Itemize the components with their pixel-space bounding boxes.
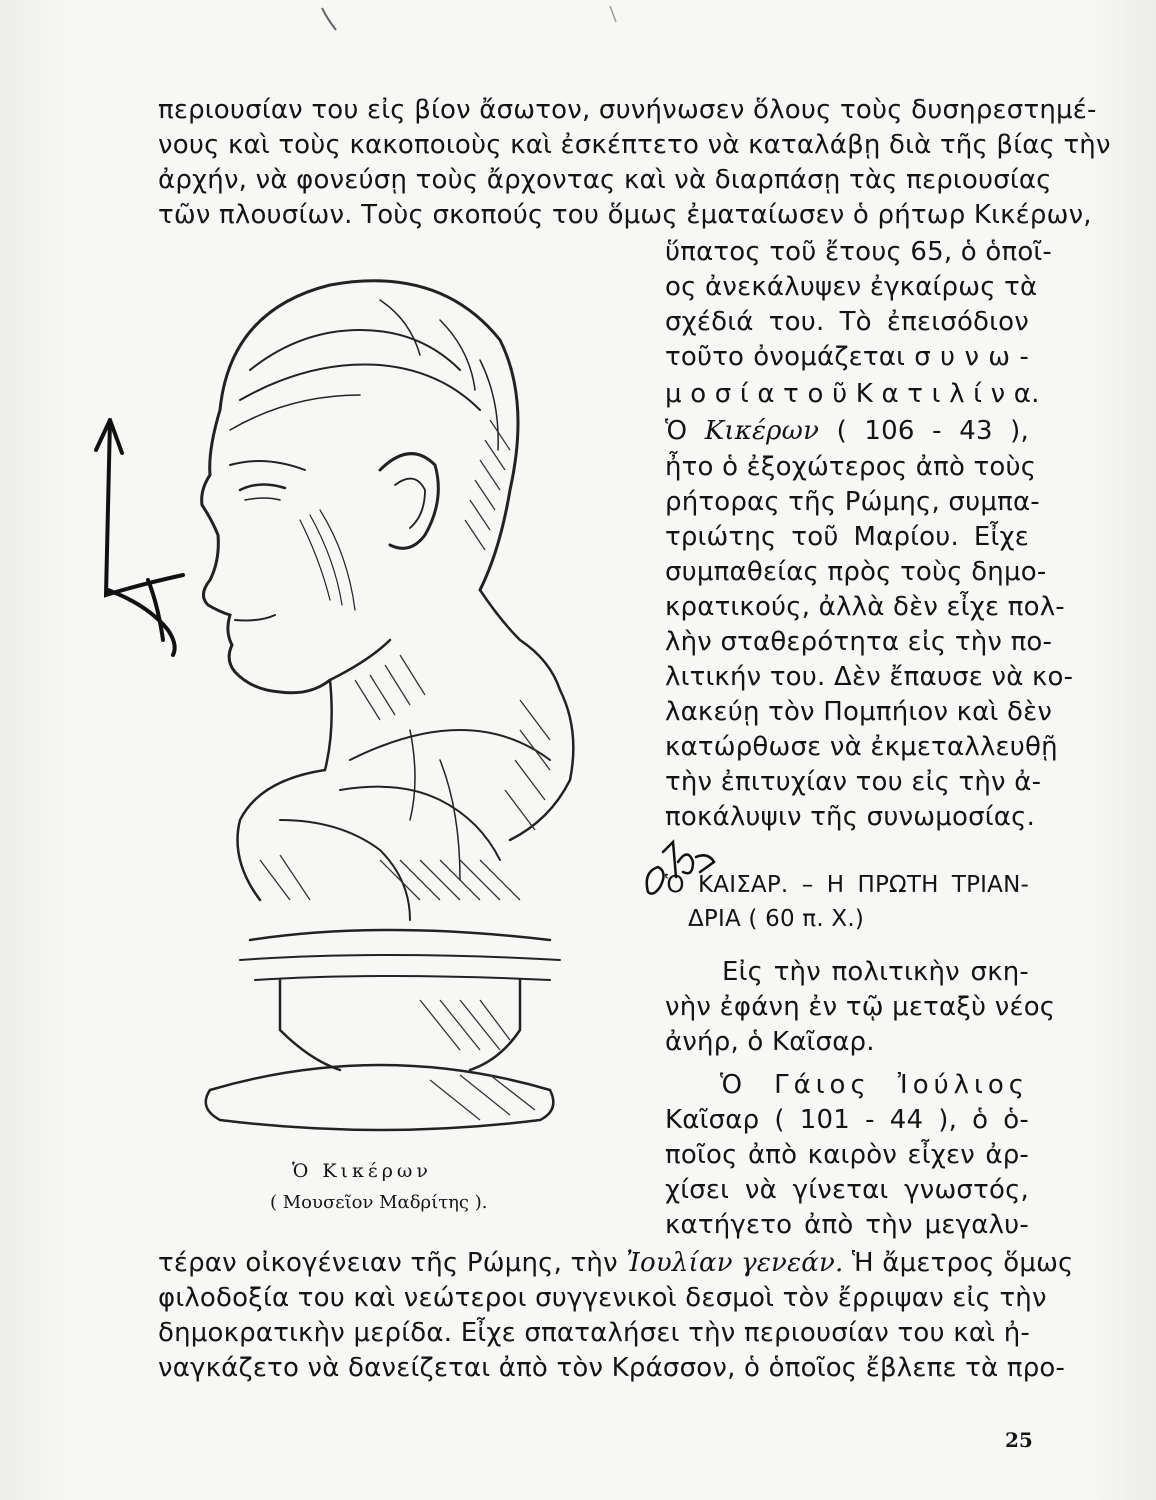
text-line: λακεύῃ τὸν Πομπήιον καὶ δὲν bbox=[665, 697, 1053, 727]
text-line: τῶν πλουσίων. Τοὺς σκοπούς του ὅμως ἐματαίωσεν ὁ ρήτωρ Κικέρων, bbox=[158, 200, 1092, 230]
text-line: ἀνήρ, ὁ Καῖσαρ. bbox=[665, 1027, 875, 1057]
text-line: ναγκάζετο νὰ δανείζεται ἀπὸ τὸν Κράσσον, ὁ ὁποῖος ἔβλεπε τὰ προ- bbox=[158, 1353, 1066, 1383]
text-line: κατήγετο ἀπὸ τὴν μεγαλυ- bbox=[665, 1210, 1029, 1240]
text-line: ὕπατος τοῦ ἔτους 65, ὁ ὁποῖ- bbox=[665, 237, 1053, 267]
text-line: ποῖος ἀπὸ καιρὸν εἶχεν ἀρ- bbox=[665, 1140, 1029, 1170]
text-line: ος ἀνεκάλυψεν ἐγκαίρως τὰ bbox=[665, 272, 1038, 302]
text-line: ποκάλυψιν τῆς συνωμοσίας. bbox=[665, 802, 1036, 832]
kikeron-dates: ( 106 - 43 ), bbox=[836, 416, 1029, 446]
text-line: συμπαθείας πρὸς τοὺς δημο- bbox=[665, 557, 1047, 587]
text-line: τριώτης τοῦ Μαρίου. Εἶχε bbox=[665, 522, 1029, 552]
text-line: σχέδιά του. Τὸ ἐπεισόδιον bbox=[665, 307, 1029, 337]
figure-caption-source: ( Μουσεῖον Μαδρίτης ). bbox=[270, 1192, 488, 1213]
page-number: 25 bbox=[1005, 1428, 1033, 1452]
text-fragment: Ἡ ἄμετρος ὅμως bbox=[851, 1248, 1074, 1278]
text-line: Καῖσαρ ( 101 - 44 ), ὁ ὁ- bbox=[665, 1105, 1029, 1135]
text-line: κρατικούς, ἀλλὰ δὲν εἶχε πολ- bbox=[665, 592, 1065, 622]
text-line: φιλοδοξία του καὶ νεώτεροι συγγενικοὶ δεσμοὶ τὸν ἔρριψαν εἰς τὴν bbox=[158, 1283, 1047, 1313]
figure-caption-name: Ὁ Κικέρων bbox=[292, 1160, 432, 1182]
bust-of-cicero-illustration bbox=[80, 260, 640, 1160]
text-line: ἀρχήν, νὰ φονεύσῃ τοὺς ἄρχοντας καὶ νὰ διαρπάσῃ τὰς περιουσίας bbox=[158, 165, 1052, 195]
text-line bbox=[158, 1246, 1074, 1280]
top-edge-marks bbox=[300, 0, 700, 40]
text-line: περιουσίαν του εἰς βίον ἄσωτον, συνήνωσεν ὅλους τοὺς δυσηρεστημέ- bbox=[158, 95, 1097, 125]
text-line: δημοκρατικὴν μερίδα. Εἶχε σπαταλήσει τὴν περιουσίαν του καὶ ἠ- bbox=[158, 1318, 1030, 1348]
hand-drawn-arrow-icon bbox=[88, 405, 198, 665]
text-line: ἦτο ὁ ἐξοχώτερος ἀπὸ τοὺς bbox=[665, 452, 1037, 482]
margin-scribble-icon bbox=[638, 832, 718, 912]
text-line: ρήτορας τῆς Ρώμης, συμπα- bbox=[665, 487, 1040, 517]
kikeron-line bbox=[665, 414, 1029, 448]
text-line: λιτικήν του. Δὲν ἔπαυσε νὰ κο- bbox=[665, 662, 1074, 692]
text-fragment: τέραν οἰκογένειαν τῆς Ρώμης, τὴν bbox=[158, 1248, 618, 1278]
text-line: λὴν σταθερότητα εἰς τὴν πο- bbox=[665, 627, 1053, 657]
text-line: κατώρθωσε νὰ ἐκμεταλλευθῇ bbox=[665, 732, 1058, 762]
text-line: μ ο σ ί α τ ο ῦ Κ α τ ι λ ί ν α. bbox=[665, 379, 1040, 409]
kikeron-prefix: Ὁ bbox=[665, 416, 688, 446]
section-heading: ΔΡΙΑ ( 60 π. Χ.) bbox=[688, 906, 865, 932]
kikeron-name: Κικέρων bbox=[704, 416, 820, 446]
section-heading: Ὁ ΚΑΙΣΑΡ. – Η ΠΡΩΤΗ ΤΡΙΑΝ- bbox=[665, 872, 1029, 898]
text-line: τὴν ἐπιτυχίαν του εἰς τὴν ἀ- bbox=[665, 767, 1042, 797]
italic-fragment: Ἰουλίαν γενεάν. bbox=[626, 1248, 844, 1278]
text-line: Ὁ Γάιος Ἰούλιος bbox=[720, 1070, 1029, 1100]
text-line: νὴν ἐφάνη ἐν τῷ μεταξὺ νέος bbox=[665, 992, 1056, 1022]
text-line: Εἰς τὴν πολιτικὴν σκη- bbox=[722, 957, 1029, 987]
text-line: νους καὶ τοὺς κακοποιοὺς καὶ ἐσκέπτετο νὰ καταλάβῃ διὰ τῆς βίας τὴν bbox=[158, 130, 1111, 160]
text-line: τοῦτο ὀνομάζεται σ υ ν ω - bbox=[665, 342, 1029, 372]
text-line: χίσει νὰ γίνεται γνωστός, bbox=[665, 1175, 1029, 1205]
